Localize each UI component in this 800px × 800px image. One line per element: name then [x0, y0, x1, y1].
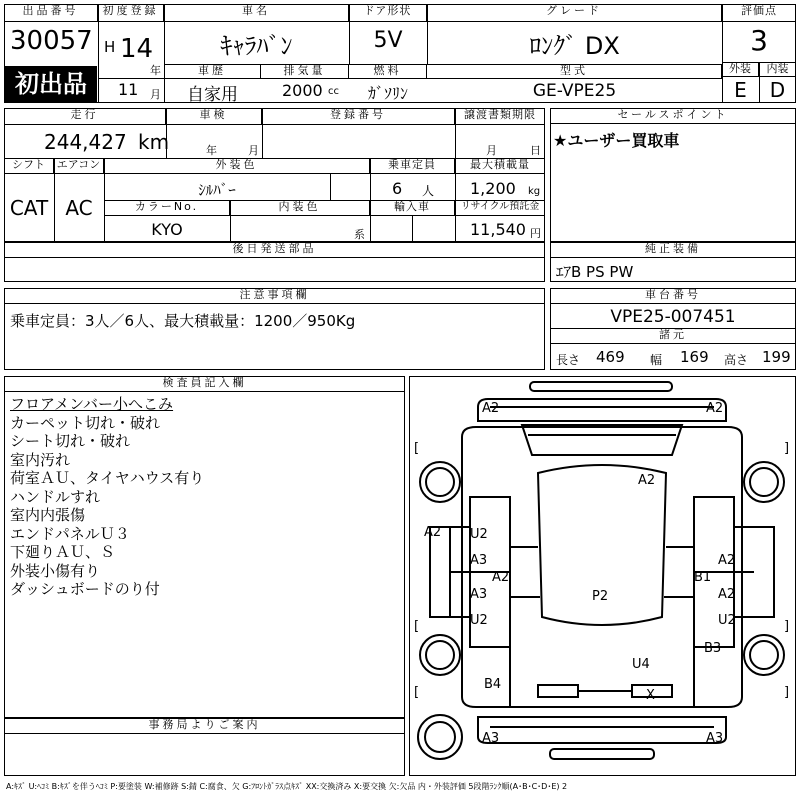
reg-year-unit: 年: [150, 64, 161, 77]
damage-code: B3: [704, 641, 722, 656]
bracket-mark: [: [414, 441, 420, 456]
dims-width-value: 169: [680, 348, 709, 366]
inspection-month-unit: 月: [248, 144, 259, 157]
damage-code: B1: [694, 570, 712, 585]
note-item: 外装小傷有り: [10, 561, 101, 580]
exterior-grade-value: E: [734, 78, 747, 102]
max-load-value: 1,200: [470, 179, 516, 198]
reg-month-unit: 月: [150, 88, 161, 101]
color-no-value: KYO: [151, 220, 183, 239]
aircon-value: AC: [65, 196, 93, 220]
note-item: 荷室ＡＵ、タイヤハウス有り: [10, 469, 205, 487]
car-name: ｷｬﾗﾊﾞﾝ: [220, 32, 293, 60]
mileage-label: 走行: [4, 108, 166, 124]
inspector-label: 検査員記入欄: [4, 376, 405, 392]
aircon-label: エアコン: [54, 158, 104, 174]
fuel-value: ｶﾞｿﾘﾝ: [367, 84, 408, 103]
bracket-mark: ]: [784, 441, 790, 456]
chassis-label: 車台番号: [550, 288, 796, 304]
transfer-label: 譲渡書類期限: [464, 108, 536, 121]
dims-height-value: 199: [762, 348, 791, 366]
bracket-mark: [: [414, 619, 420, 634]
history-value: 自家用: [187, 85, 238, 105]
max-load-unit: kg: [528, 186, 541, 197]
chassis-value: VPE25-007451: [610, 307, 736, 327]
reg-era: H: [104, 38, 116, 56]
note-item: 下廻りＡＵ、Ｓ: [10, 543, 116, 561]
max-load-label: 最大積載量: [455, 158, 545, 174]
exterior-grade-label: 外装: [722, 62, 759, 77]
bracket-mark: ]: [784, 619, 790, 634]
note-item: 室内汚れ: [10, 450, 71, 469]
reg-year: 14: [120, 34, 154, 64]
ext-color-label: 外装色: [104, 158, 370, 174]
equipment-label: 純正装備: [550, 242, 796, 258]
ext-color-value: ｼﾙﾊﾞｰ: [198, 181, 236, 199]
recycle-unit: 円: [530, 227, 541, 240]
int-color-suffix: 系: [354, 228, 365, 241]
damage-code: U2: [718, 613, 736, 628]
color-no-label: カラーNo.: [104, 200, 230, 216]
dims-width-label: 幅: [650, 353, 663, 367]
bracket-mark: [: [414, 685, 420, 700]
transfer-month-unit: 月: [486, 144, 497, 157]
transfer-day-unit: 日: [530, 144, 541, 157]
displacement-value: 2000: [282, 81, 323, 100]
equipment-value: ｴｱB PS PW: [556, 263, 634, 281]
int-color-label: 内装色: [230, 200, 370, 216]
history-label: 車歴: [164, 64, 261, 79]
reg-number-label: 登録番号: [262, 108, 455, 124]
note-item: ダッシュボードのり付: [10, 580, 160, 598]
displacement-unit: cc: [328, 86, 339, 97]
damage-code: A2: [718, 553, 736, 568]
inspection-year-unit: 年: [206, 144, 217, 157]
damage-code: U2: [470, 527, 488, 542]
lot-label: 出品番号: [4, 4, 98, 22]
doors-value: 5V: [373, 28, 403, 53]
note-item: エンドパネルＵ３: [10, 524, 130, 543]
damage-code: A3: [482, 731, 500, 746]
note-item: 室内内張傷: [10, 506, 86, 524]
model-label: 型式: [427, 64, 722, 79]
later-parts-label: 後日発送部品: [4, 242, 545, 258]
damage-code: A2: [706, 401, 724, 416]
import-label: 輸入車: [370, 200, 455, 216]
lot-number: 30057: [10, 26, 93, 56]
office-label: 事務局よりご案内: [4, 718, 405, 734]
damage-code: U4: [632, 657, 650, 672]
recycle-value: 11,540: [470, 220, 526, 239]
mileage-unit: km: [138, 130, 170, 154]
inspection-label: 車検: [166, 108, 262, 124]
note-item: カーペット切れ・破れ: [10, 413, 161, 432]
inspector-notes: [10, 395, 204, 599]
model-value: GE-VPE25: [532, 81, 617, 101]
dims-length-value: 469: [596, 348, 625, 366]
reg-month: 11: [118, 80, 139, 99]
grade-value: ﾛﾝｸﾞ DX: [529, 32, 620, 60]
dims-length-label: 長さ: [556, 353, 581, 367]
mileage-value: 244,427: [44, 130, 127, 154]
score-value: 3: [750, 24, 768, 57]
caution-value: 乗車定員：3人／6人、最大積載量：1200／950Kg: [10, 312, 356, 330]
note-item: シート切れ・破れ: [10, 432, 131, 450]
first-listing-badge: 初出品: [5, 66, 97, 102]
damage-code: B4: [484, 677, 502, 692]
fuel-label: 燃料: [349, 64, 427, 79]
note-item: フロアメンバー小へこみ: [10, 395, 174, 413]
vehicle-info-table: [4, 108, 545, 242]
name-label: 車名: [164, 4, 349, 22]
grade-label: グレード: [427, 4, 722, 22]
damage-code: A2: [718, 587, 736, 602]
score-label: 評価点: [722, 4, 796, 22]
bracket-mark: ]: [784, 685, 790, 700]
dims-height-label: 高さ: [724, 353, 749, 367]
damage-code: X: [646, 688, 655, 703]
damage-code: A2: [638, 473, 656, 488]
note-item: ハンドルすれ: [10, 487, 101, 506]
reg-label: 初度登録: [98, 4, 164, 22]
damage-code: A2: [424, 525, 442, 540]
displacement-label: 排気量: [261, 64, 349, 79]
capacity-value: 6: [392, 179, 403, 198]
interior-grade-value: D: [769, 78, 786, 102]
car-outline-diagram: [410, 377, 795, 775]
doors-label: ドア形状: [349, 4, 427, 22]
sales-point-label: セールスポイント: [550, 108, 796, 124]
capacity-unit: 人: [422, 184, 435, 198]
recycle-label: リサイクル預託金: [455, 200, 545, 216]
damage-code: A2: [482, 401, 500, 416]
shift-value: CAT: [9, 196, 49, 220]
damage-code: U2: [470, 613, 488, 628]
sales-point-value: ★ユーザー買取車: [553, 131, 680, 150]
damage-diagram: [409, 376, 796, 776]
damage-code: A3: [470, 553, 488, 568]
damage-code: A3: [706, 731, 724, 746]
damage-code: P2: [592, 589, 609, 604]
dims-label: 諸元: [550, 328, 796, 344]
capacity-label: 乗車定員: [370, 158, 455, 174]
interior-grade-label: 内装: [759, 62, 796, 77]
damage-code: A2: [492, 570, 510, 585]
shift-label: シフト: [4, 158, 54, 174]
caution-label: 注意事項欄: [4, 288, 545, 304]
legend: A:ｷｽﾞ U:ﾍｺﾐ B:ｷｽﾞを伴うﾍｺﾐ P:要塗装 W:補修跡 S:錆 C:腐食、欠 G:ﾌﾛﾝﾄｶﾞﾗｽ点ｷｽﾞ XX:交換済み X:要交換 欠:欠品 内・外装評価 5段階ﾗﾝｸ順(A･B･C･D･E) 2: [6, 782, 568, 791]
damage-code: A3: [470, 587, 488, 602]
